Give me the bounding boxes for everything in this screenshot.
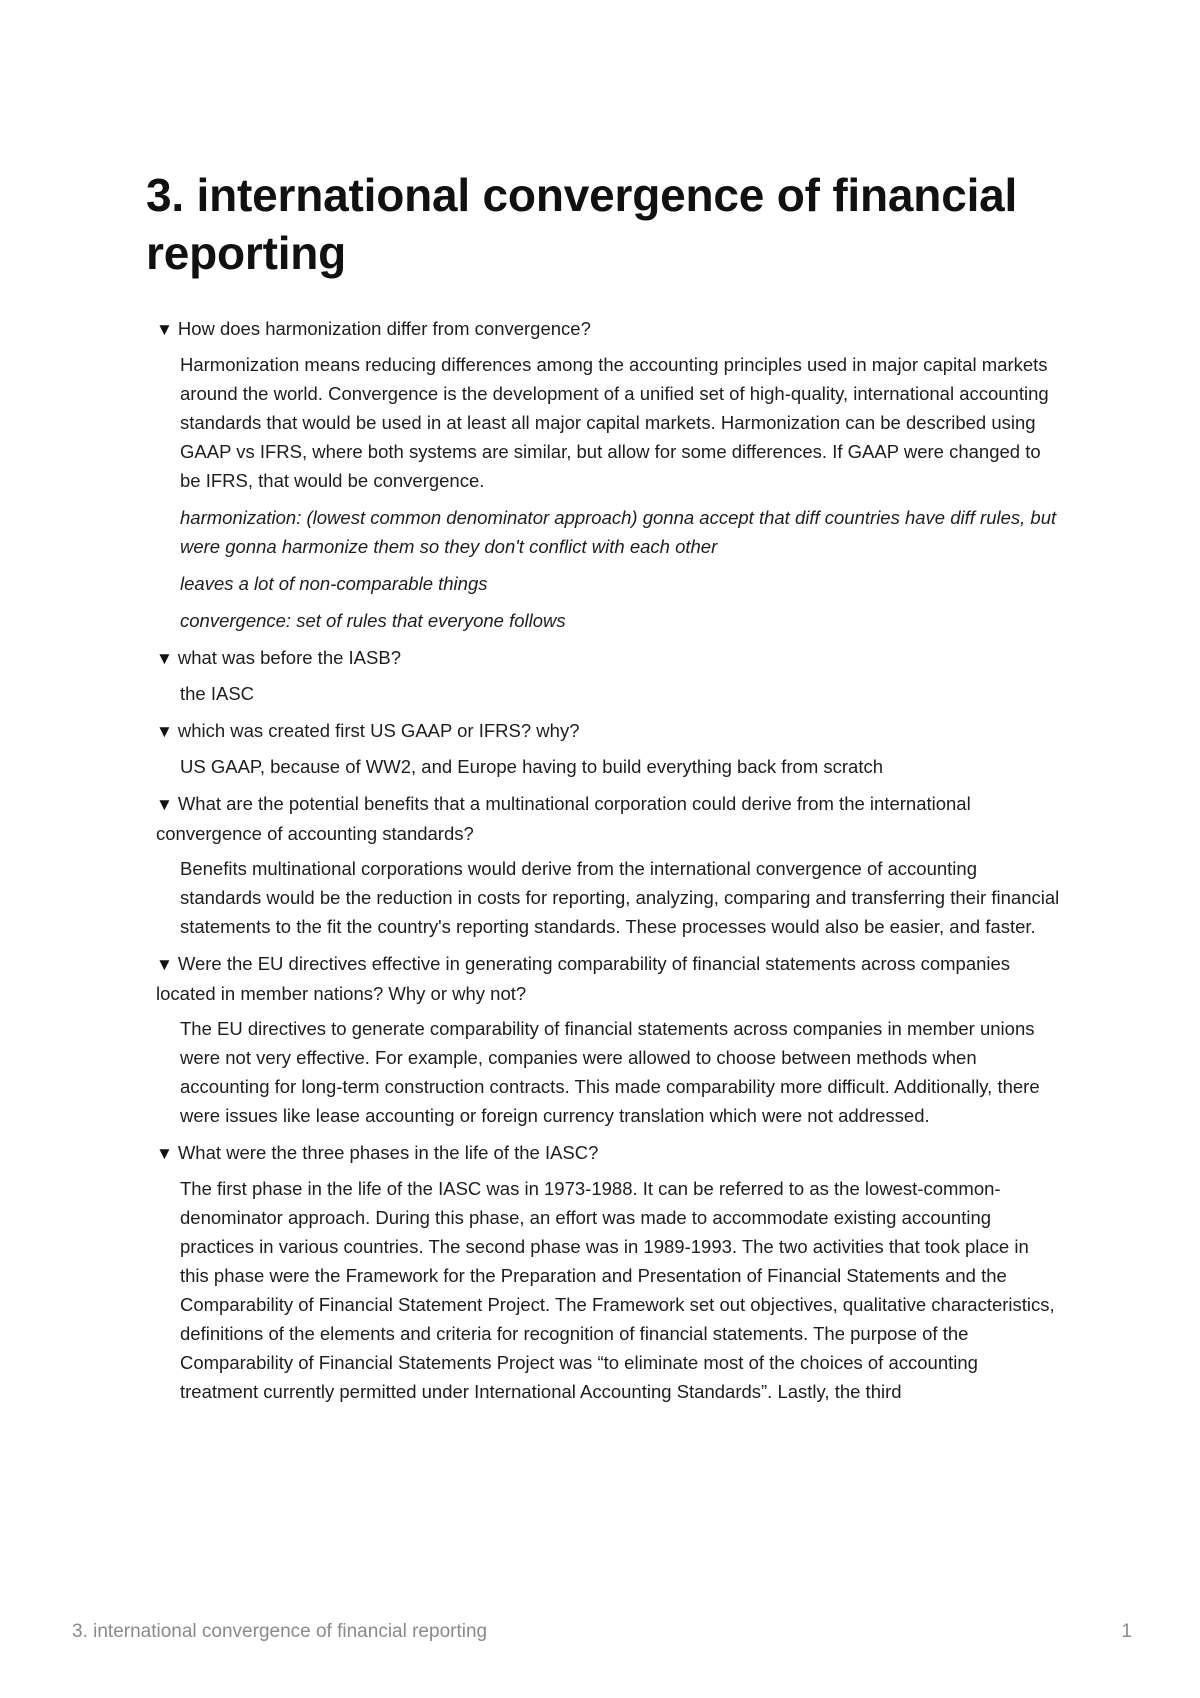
- toggle-block: [156, 643, 1061, 708]
- toggle-question-text: what was before the IASB?: [177, 647, 401, 668]
- triangle-down-icon[interactable]: ▼: [156, 1144, 173, 1163]
- triangle-down-icon[interactable]: ▼: [156, 955, 173, 974]
- toggle-question-text: which was created first US GAAP or IFRS? why?: [177, 720, 580, 741]
- answer-paragraph: the IASC: [180, 683, 255, 704]
- toggle-answer: [156, 1174, 1061, 1406]
- note-paragraph: convergence: set of rules that everyone follows: [180, 610, 566, 631]
- toggle-block: [156, 716, 1061, 781]
- toggle-question[interactable]: [156, 643, 1061, 673]
- answer-paragraph: Harmonization means reducing differences among the accounting principles used in major capital markets around the world. Convergence is the development of a unified set of high-quality, international accounting standards that would be used in at least all major capital markets. Harmonization can be described using GAAP vs IFRS, where both systems are similar, but allow for some differences. If GAAP were changed to be IFRS, that would be convergence.: [180, 354, 1049, 491]
- triangle-down-icon[interactable]: ▼: [156, 795, 173, 814]
- triangle-down-icon[interactable]: ▼: [156, 722, 173, 741]
- toggle-question[interactable]: [156, 716, 1061, 746]
- toggle-answer: [156, 752, 1061, 781]
- toggle-question[interactable]: [156, 314, 1061, 344]
- toggle-question-text: How does harmonization differ from convergence?: [177, 318, 591, 339]
- footer-title: 3. international convergence of financial reporting: [72, 1621, 488, 1642]
- toggle-answer: [156, 350, 1061, 635]
- toggle-question-text: What were the three phases in the life of the IASC?: [177, 1142, 599, 1163]
- toggle-question-text: What are the potential benefits that a multinational corporation could derive from the international convergence of accounting standards?: [156, 793, 971, 844]
- answer-paragraph: Benefits multinational corporations would derive from the international convergence of accounting standards would be the reduction in costs for reporting, analyzing, comparing and transferring their financial statements to the fit the country's reporting standards. These processes would also be easier, and faster.: [180, 858, 1060, 937]
- toggle-answer: [156, 1014, 1061, 1130]
- toggle-block: [156, 949, 1061, 1130]
- toggle-block: [156, 1138, 1061, 1406]
- toggle-question[interactable]: [156, 1138, 1061, 1168]
- toggle-question[interactable]: [156, 949, 1061, 1008]
- toggle-block: [156, 314, 1061, 635]
- page-title: 3. international convergence of financial reporting: [146, 169, 1018, 279]
- page-number: 1: [1121, 1621, 1132, 1642]
- toggle-answer: [156, 854, 1061, 941]
- toggle-question[interactable]: [156, 789, 1061, 848]
- toggle-question-text: Were the EU directives effective in generating comparability of financial statements across companies located in member nations? Why or why not?: [156, 953, 1011, 1004]
- triangle-down-icon[interactable]: ▼: [156, 320, 173, 339]
- note-paragraph: leaves a lot of non-comparable things: [180, 573, 488, 594]
- note-paragraph: harmonization: (lowest common denominator approach) gonna accept that diff countries have diff rules, but were gonna harmonize them so they don't conflict with each other: [180, 507, 1057, 557]
- page-footer: [72, 1620, 1132, 1644]
- answer-paragraph: The EU directives to generate comparability of financial statements across companies in member unions were not very effective. For example, companies were allowed to choose between methods when accounting for long-term construction contracts. This made comparability more difficult. Additionally, there were issues like lease accounting or foreign currency translation which were not addressed.: [180, 1018, 1040, 1126]
- toggle-block: [156, 789, 1061, 941]
- toggle-list: [156, 314, 1061, 1414]
- answer-paragraph: The first phase in the life of the IASC was in 1973-1988. It can be referred to as the lowest-common-denominator approach. During this phase, an effort was made to accommodate existing accounting practices in various countries. The second phase was in 1989-1993. The two activities that took place in this phase were the Framework for the Preparation and Presentation of Financial Statements and the Comparability of Financial Statement Project. The Framework set out objectives, qualitative characteristics, definitions of the elements and criteria for recognition of financial statements. The purpose of the Comparability of Financial Statements Project was “to eliminate most of the choices of accounting treatment currently permitted under International Accounting Standards”. Lastly, the third: [180, 1178, 1055, 1402]
- triangle-down-icon[interactable]: ▼: [156, 649, 173, 668]
- answer-paragraph: US GAAP, because of WW2, and Europe having to build everything back from scratch: [180, 756, 884, 777]
- toggle-answer: [156, 679, 1061, 708]
